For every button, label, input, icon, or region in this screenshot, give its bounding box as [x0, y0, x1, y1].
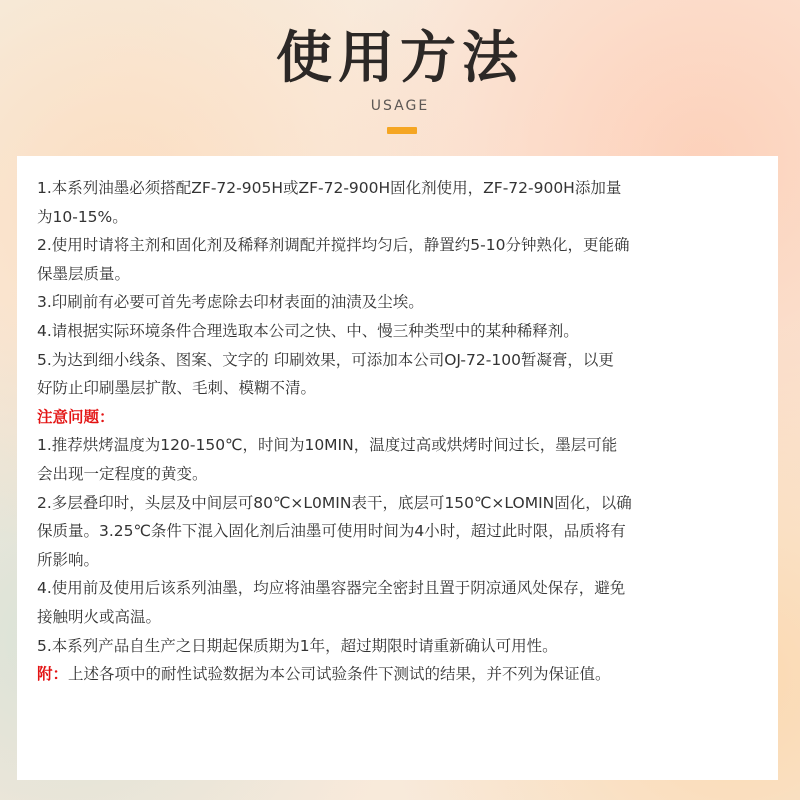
footnote-text: 上述各项中的耐性试验数据为本公司试验条件下测试的结果，并不列为保证值。: [68, 665, 611, 684]
notice-line: 1.推荐烘烤温度为120-150℃，时间为10MIN，温度过高或烘烤时间过长，墨层可能: [37, 436, 618, 455]
notice-line: 接触明火或高温。: [37, 607, 162, 626]
footnote-label: 附：: [37, 665, 69, 684]
header: [0, 0, 800, 150]
usage-line: 2.使用时请将主剂和固化剂及稀释剂调配并搅拌均匀后，静置约5-10分钟熟化，更能确: [37, 236, 630, 255]
notice-line: 所影响。: [37, 550, 100, 569]
usage-line: 3.印刷前有必要可首先考虑除去印材表面的油渍及尘埃。: [37, 293, 424, 312]
usage-line: 好防止印刷墨层扩散、毛刺、模糊不清。: [37, 379, 317, 398]
usage-line: 保墨层质量。: [37, 264, 131, 283]
footnote: [37, 660, 762, 689]
instructions-content: [37, 174, 762, 689]
notice-line: 会出现一定程度的黄变。: [37, 464, 208, 483]
usage-line: 1.本系列油墨必须搭配ZF-72-905H或ZF-72-900H固化剂使用，ZF-72-900H添加量: [37, 179, 622, 197]
instructions-panel: [17, 156, 778, 780]
usage-line: 为10-15%。: [37, 207, 128, 226]
accent-bar: [387, 127, 417, 134]
notice-line: 保质量。3.25℃条件下混入固化剂后油墨可使用时间为4小时，超过此时限，品质将有: [37, 522, 626, 541]
notice-line: 2.多层叠印时，头层及中间层可80℃×L0MIN表干，底层可150℃×LOMIN固化，以确: [37, 493, 632, 512]
notice-heading: 注意问题：: [37, 407, 115, 426]
page-subtitle: USAGE: [370, 98, 430, 114]
notice-line: 4.使用前及使用后该系列油墨，均应将油墨容器完全密封且置于阴凉通风处保存，避免: [37, 579, 626, 598]
notice-line: 5.本系列产品自生产之日期起保质期为1年，超过期限时请重新确认可用性。: [37, 636, 558, 655]
page-title: 使用方法: [276, 26, 524, 91]
usage-line: 4.请根据实际环境条件合理选取本公司之快、中、慢三种类型中的某种稀释剂。: [37, 321, 579, 340]
usage-line: 5.为达到细小线条、图案、文字的 印刷效果，可添加本公司OJ-72-100暂凝膏，以更: [37, 350, 614, 369]
